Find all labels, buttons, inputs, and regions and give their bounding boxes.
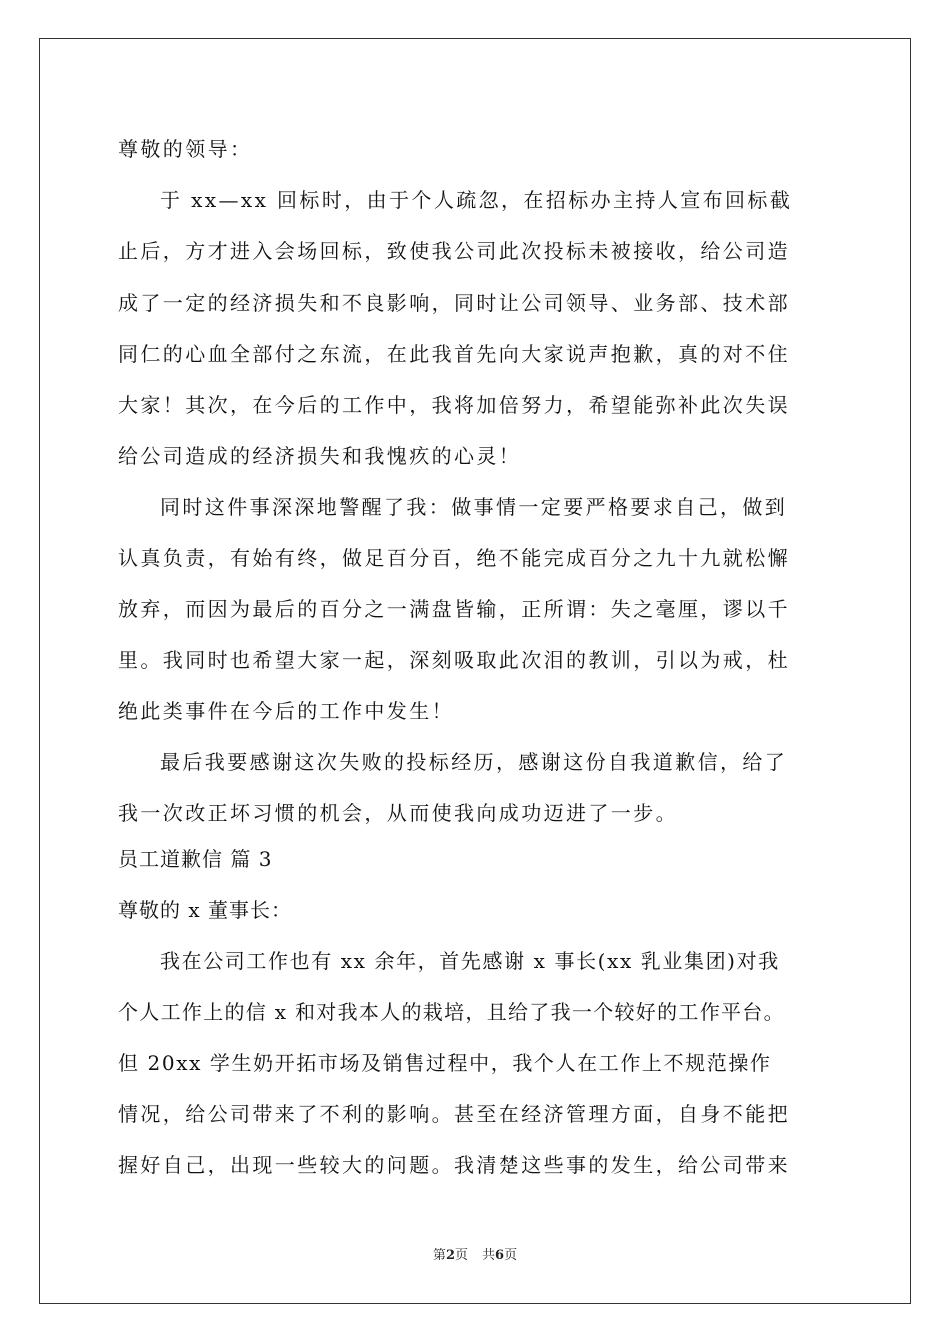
paragraph-line: 情况，给公司带来了不利的影响。甚至在经济管理方面，自身不能把 [118,1102,790,1126]
paragraph-line: 我一次改正坏习惯的机会，从而使我向成功迈进了一步。 [118,801,678,825]
paragraph-line: 绝此类事件在今后的工作中发生！ [118,699,454,723]
total-pages: 6 [495,1248,505,1263]
paragraph-line: 我在公司工作也有 xx 余年，首先感谢 x 事长(xx 乳业集团)对我 [160,949,780,973]
total-suffix: 页 [504,1248,518,1263]
paragraph-line: 同仁的心血全部付之东流，在此我首先向大家说声抱歉，真的对不住 [118,342,790,366]
page-footer [0,1248,950,1264]
total-prefix: 共 [482,1248,496,1263]
paragraph-line: 于 xx—xx 回标时，由于个人疏忽，在招标办主持人宣布回标截 [160,188,793,212]
paragraph-line: 但 20xx 学生奶开拓市场及销售过程中，我个人在工作上不规范操作 [118,1051,772,1075]
paragraph-line: 大家！其次，在今后的工作中，我将加倍努力，希望能弥补此次失误 [118,393,790,417]
paragraph-line: 同时这件事深深地警醒了我：做事情一定要严格要求自己，做到 [160,495,788,519]
paragraph-line: 成了一定的经济损失和不良影响，同时让公司领导、业务部、技术部 [118,291,790,315]
paragraph-line: 放弃，而因为最后的百分之一满盘皆输，正所谓：失之毫厘，谬以千 [118,597,790,621]
page-prefix: 第 [432,1248,446,1263]
salutation: 尊敬的领导： [118,137,253,161]
paragraph-line: 握好自己，出现一些较大的问题。我清楚这些事的发生，给公司带来 [118,1153,790,1177]
salutation: 尊敬的 x 董事长： [118,898,292,922]
paragraph-line: 最后我要感谢这次失败的投标经历，感谢这份自我道歉信，给了 [160,750,788,774]
paragraph-line: 里。我同时也希望大家一起，深刻吸取此次泪的教训，引以为戒，杜 [118,648,790,672]
section-heading: 员工道歉信 篇 3 [118,847,273,871]
page-suffix: 页 [454,1248,468,1263]
paragraph-line: 给公司造成的经济损失和我愧疚的心灵！ [118,444,522,468]
paragraph-line: 个人工作上的信 x 和对我本人的栽培，且给了我一个较好的工作平台。 [118,1000,785,1024]
paragraph-line: 止后，方才进入会场回标，致使我公司此次投标未被接收，给公司造 [118,239,790,263]
paragraph-line: 认真负责，有始有终，做足百分百，绝不能完成百分之九十九就松懈 [118,546,790,570]
page-number: 2 [445,1248,455,1263]
